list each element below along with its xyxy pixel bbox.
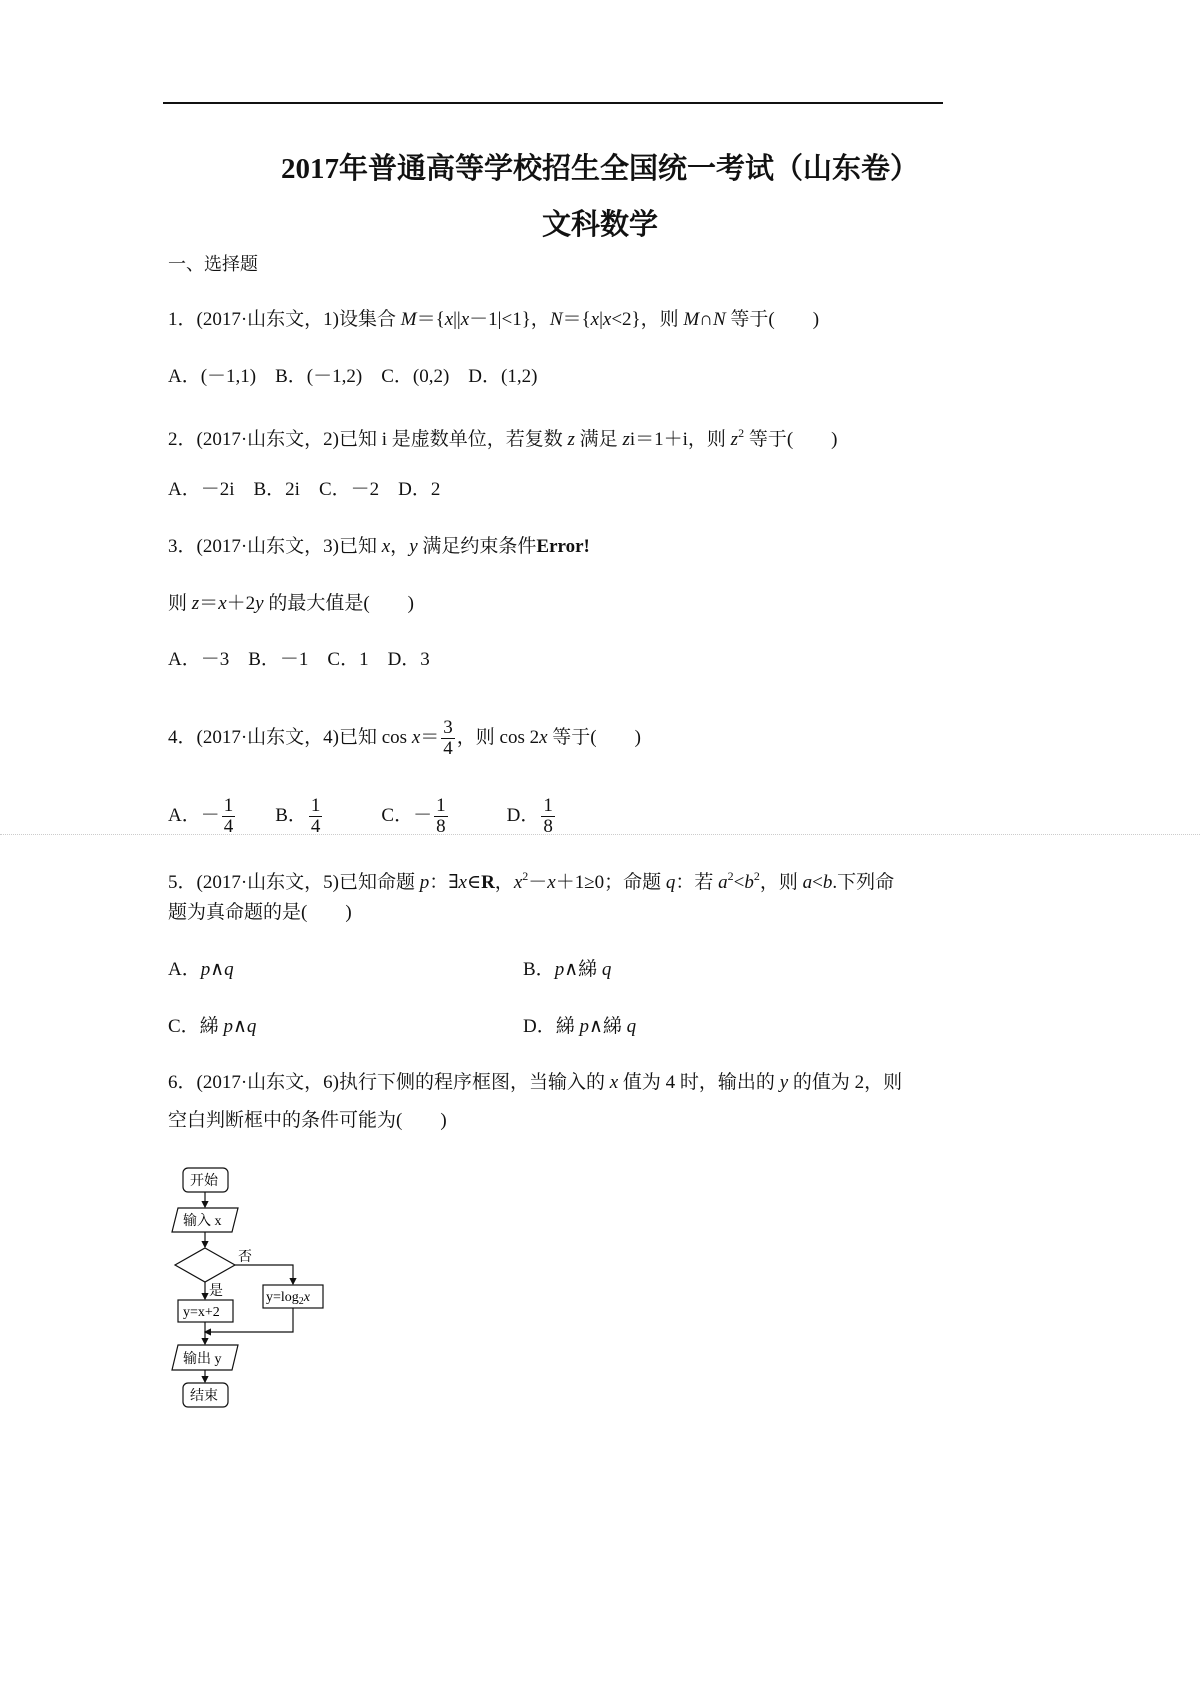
text: ，则 [759,872,803,893]
math-symbol: x [411,726,421,748]
math-symbol: x [539,726,548,748]
fraction-numerator: 1 [436,795,446,816]
text: 3．(2017·山东文，3)已知 [168,536,382,557]
fraction-numerator: 1 [310,795,321,816]
text: ∧綈 [564,959,602,980]
text: ，则 cos 2 [456,726,540,748]
text: 等于( ) [725,309,820,330]
no-box-label: $y=\log_2x$ [266,1290,311,1307]
decision-node [175,1248,235,1282]
text: ∧ [232,1016,247,1037]
math-symbol: M [683,309,700,330]
math-symbol: x [590,309,600,330]
fraction-denominator: 4 [223,816,234,837]
text: 的最大值是( ) [263,593,414,614]
text: B． [237,804,307,826]
text: || [453,309,461,330]
text: －1|<1}， [469,309,550,330]
text: 值为 4 时，输出的 [618,1072,780,1093]
end-label: 结束 [190,1389,218,1404]
math-symbol: 2 [753,869,760,883]
math-symbol: z [622,429,630,450]
math-symbol: p [223,1016,233,1037]
text: D． [449,804,540,826]
start-label: 开始 [190,1174,218,1189]
input-label: 输入 x [183,1214,222,1229]
text: ＝ [199,593,219,614]
math-symbol: 2 [727,869,734,883]
no-label: 否 [238,1250,252,1265]
text: ∧綈 [588,1016,627,1037]
text: ：∃ [429,872,459,893]
fraction-numerator: 3 [443,717,453,738]
text: ＋2 [226,593,256,614]
math-symbol: q [665,872,676,893]
text: B． [523,959,555,980]
text: < [733,872,745,893]
math-symbol: b [822,872,833,893]
text: ， [494,872,514,893]
math-symbol: q [246,1016,257,1037]
text: | [599,309,603,330]
fraction-numerator: 1 [543,795,553,816]
fraction-denominator: 4 [443,738,453,759]
math-symbol: x [381,536,391,557]
math-symbol: b [744,872,754,893]
math-symbol: N [549,309,563,330]
yes-box-label: y=x+2 [183,1305,220,1320]
text: 空白判断框中的条件可能为( ) [168,1110,447,1131]
section-heading: 一、选择题 [168,254,258,274]
text: 的值为 2，则 [788,1072,903,1093]
yes-label: 是 [209,1284,223,1299]
output-label: 输出 y [183,1352,222,1367]
math-symbol: y [255,593,264,614]
text: 则 [168,593,192,614]
text: < [812,872,823,893]
text: A．－ [168,804,220,826]
text: ＋1≥0；命题 [555,872,666,893]
math-symbol: z [567,429,575,450]
fraction-denominator: 8 [543,816,553,837]
math-symbol: x [547,872,556,893]
text: A．－3 B．－1 C．1 D．3 [168,649,430,670]
text: 4．(2017·山东文，4)已知 cos [168,726,412,748]
fraction-numerator: 1 [223,795,234,816]
fraction-denominator: 4 [310,816,321,837]
text: 6．(2017·山东文，6)执行下侧的程序框图，当输入的 [168,1072,610,1093]
text: 等于( ) [744,429,838,450]
math-symbol: z [730,429,739,450]
text: 1．(2017·山东文，1)设集合 [168,309,401,330]
text: ∩ [699,309,713,330]
math-symbol: p [579,1016,589,1037]
math-symbol: M [400,309,417,330]
math-symbol: q [626,1016,637,1037]
math-symbol: q [601,959,612,980]
text: C．－ [324,804,433,826]
math-symbol: y [409,536,418,557]
text: .下列命 [832,872,895,893]
text: ＝{ [416,309,445,330]
math-symbol: x [458,872,467,893]
text: ， [390,536,410,557]
text: 5．(2017·山东文，5)已知命题 [168,872,420,893]
text: A． [168,959,201,980]
text: i＝1＋i，则 [629,429,731,450]
text: ＝{ [562,309,591,330]
math-symbol: x [513,872,523,893]
text: 满足 [574,429,623,450]
text: － [528,872,548,893]
text: ∧ [210,959,225,980]
math-symbol: x [218,593,227,614]
math-symbol: x [609,1072,619,1093]
text: C．綈 [168,1016,224,1037]
math-symbol: x [602,309,612,330]
math-symbol: a [718,872,728,893]
math-symbol: p [554,959,565,980]
math-symbol: 2 [738,426,745,440]
text: <2}，则 [611,309,684,330]
math-symbol: Error! [536,536,590,557]
text: 等于( ) [547,726,641,748]
math-symbol: y [779,1072,789,1093]
text: 2．(2017·山东文，2)已知 i 是虚数单位，若复数 [168,429,568,450]
page-title: 2017年普通高等学校招生全国统一考试（山东卷） [280,153,919,185]
fraction-denominator: 8 [436,816,446,837]
text: ∈ [466,872,482,893]
math-symbol: x [460,309,470,330]
math-symbol: p [419,872,430,893]
math-symbol: a [802,872,813,893]
text: 题为真命题的是( ) [168,902,352,923]
page-subtitle: 文科数学 [541,209,658,241]
text: 满足约束条件 [417,536,537,557]
text: A．(－1,1) B．(－1,2) C．(0,2) D．(1,2) [168,366,538,387]
text: D．綈 [523,1016,580,1037]
math-symbol: x [444,309,454,330]
text: A．－2i B．2i C．－2 D．2 [168,479,441,500]
math-symbol: 2 [522,869,529,883]
math-symbol: N [712,309,726,330]
math-symbol: z [191,593,200,614]
math-symbol: p [200,959,211,980]
math-symbol: R [481,872,495,893]
text: ＝ [420,726,440,748]
text: ：若 [675,872,719,893]
math-symbol: q [224,959,234,980]
